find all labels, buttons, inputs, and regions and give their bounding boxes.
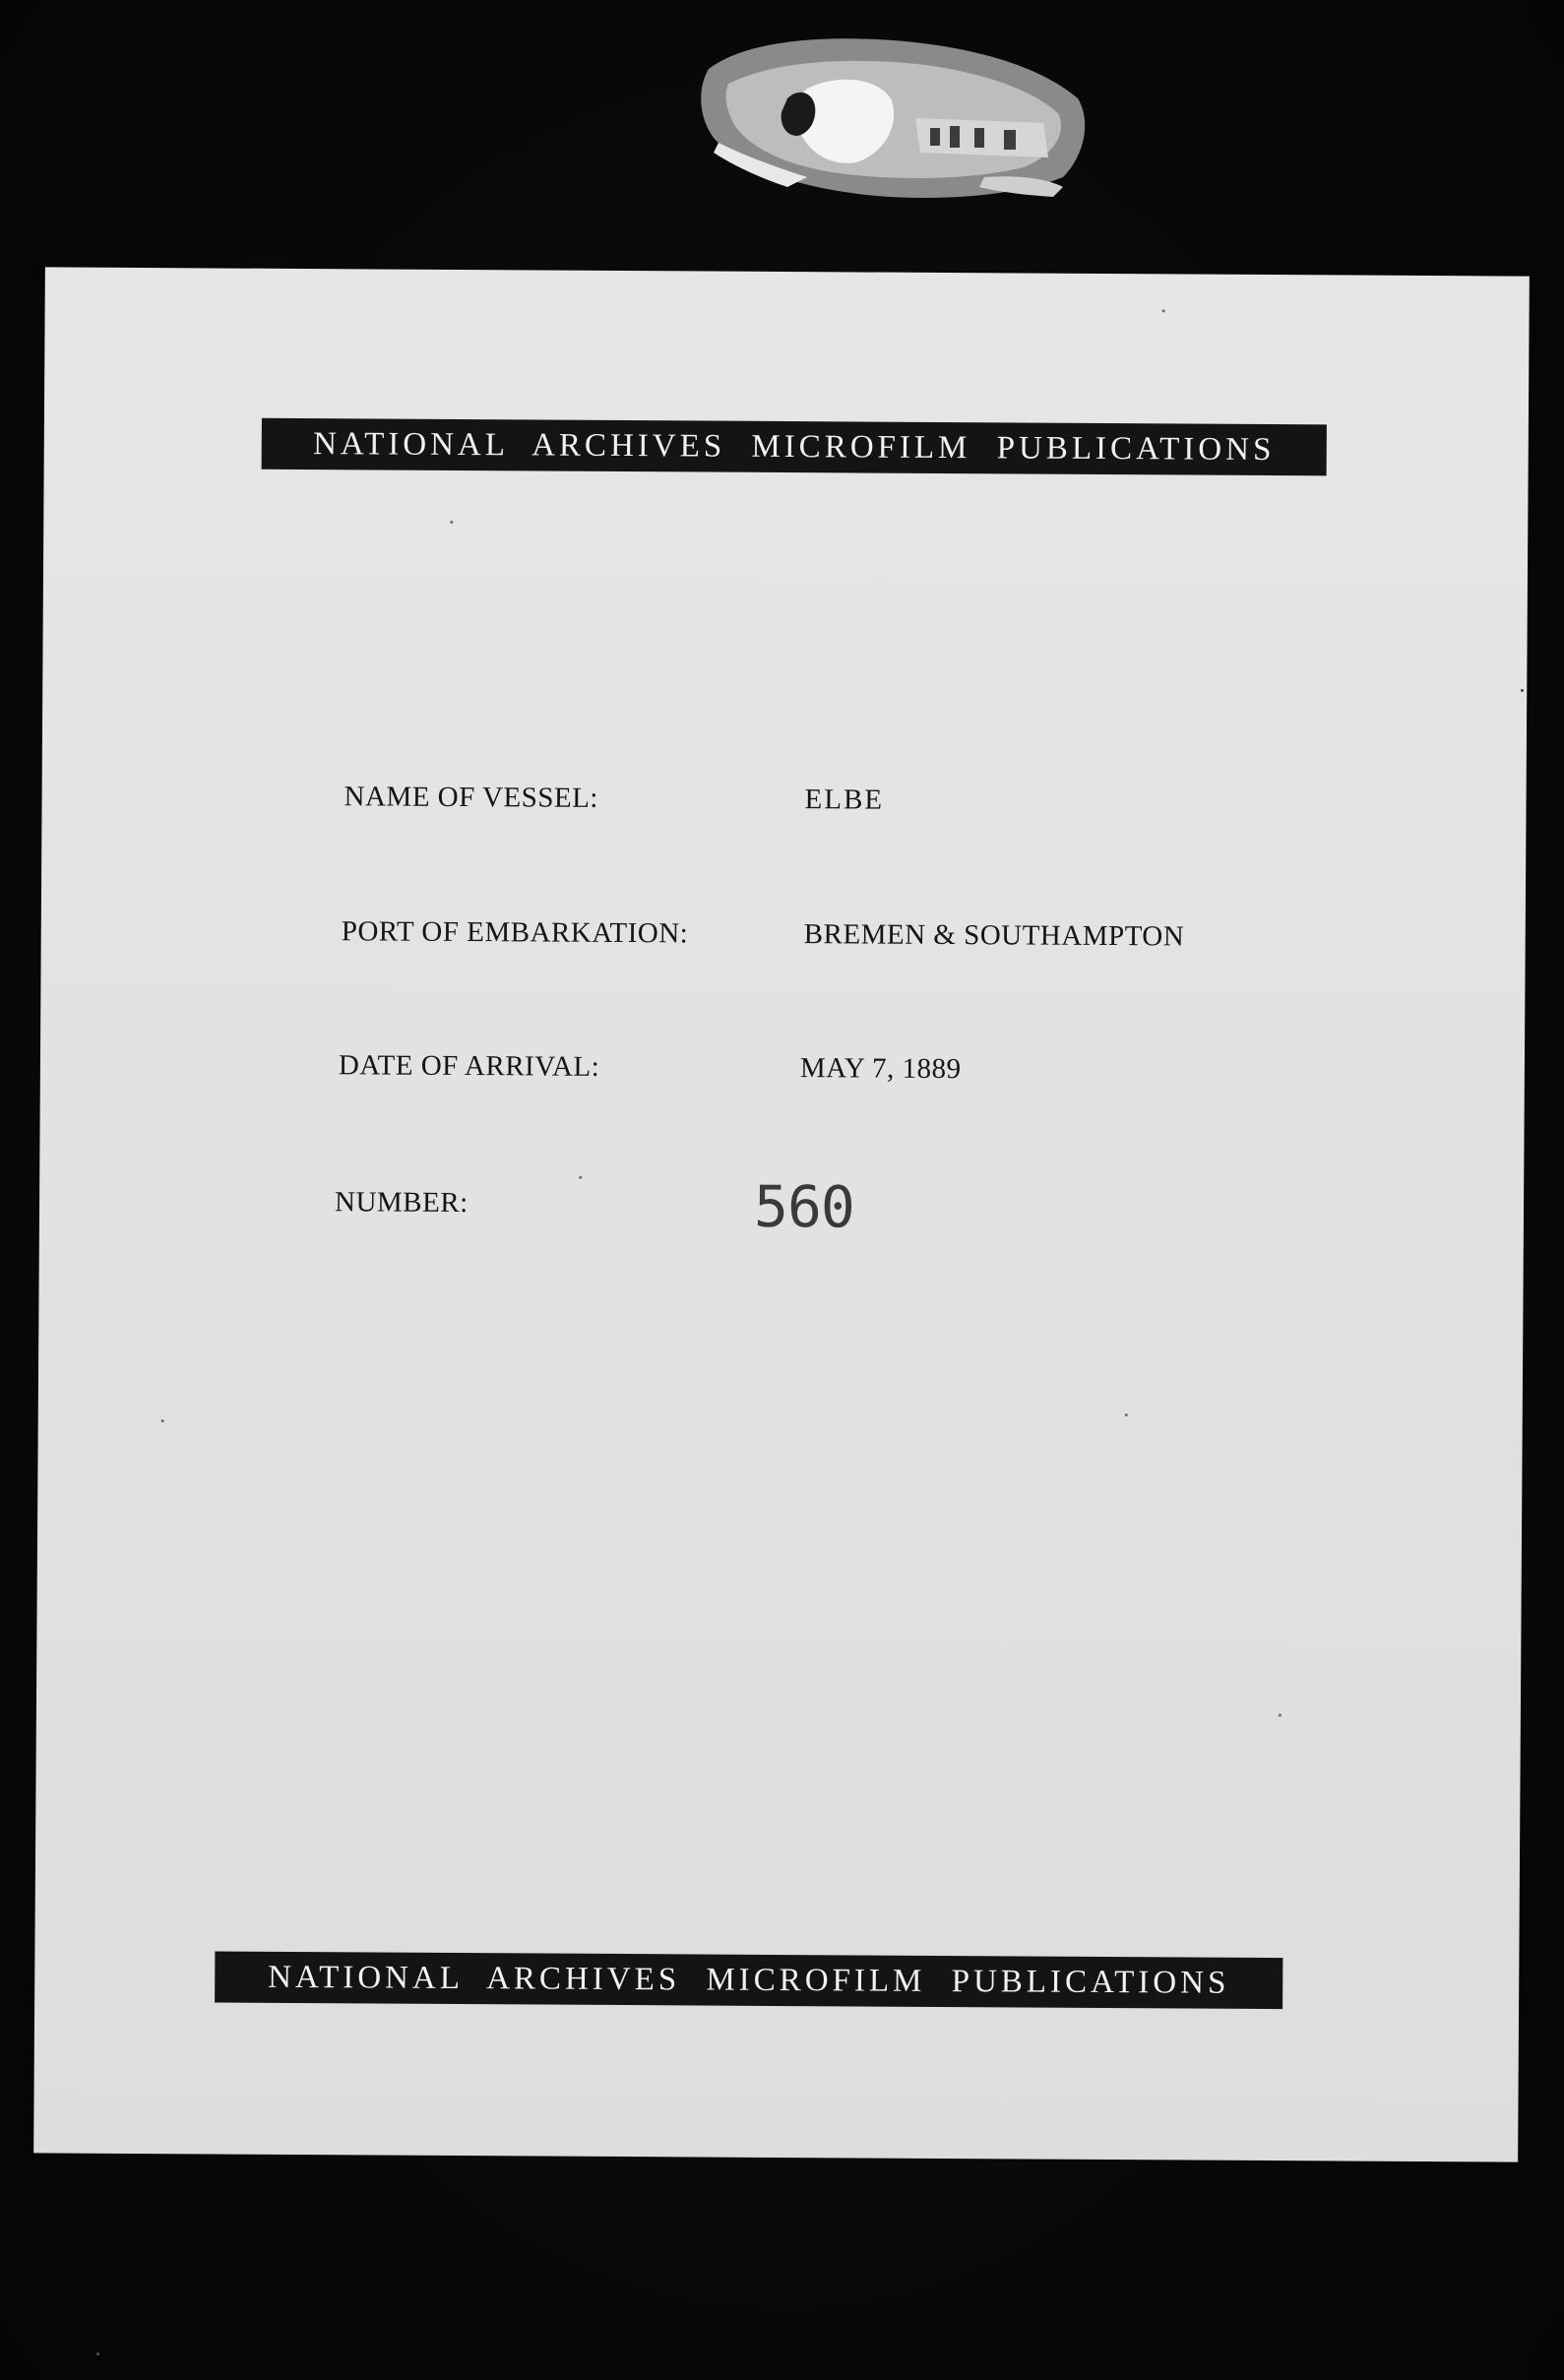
dust-speck xyxy=(1162,309,1165,312)
dust-speck xyxy=(1521,689,1524,692)
top-banner: NATIONAL ARCHIVES MICROFILM PUBLICATIONS xyxy=(262,418,1327,476)
date-of-arrival-label: DATE OF ARRIVAL: xyxy=(338,1049,600,1083)
dust-speck xyxy=(161,1419,164,1422)
port-of-embarkation-label: PORT OF EMBARKATION: xyxy=(341,915,689,950)
archive-title-card xyxy=(33,267,1530,2161)
date-of-arrival-value: MAY 7, 1889 xyxy=(799,1052,962,1086)
port-of-embarkation-value: BREMEN & SOUTHAMPTON xyxy=(803,918,1185,953)
number-value: 560 xyxy=(753,1172,855,1241)
dust-speck xyxy=(96,2352,99,2355)
vessel-name-label: NAME OF VESSEL: xyxy=(344,781,599,814)
bottom-banner: NATIONAL ARCHIVES MICROFILM PUBLICATIONS xyxy=(215,1951,1282,2009)
dust-speck xyxy=(579,1176,582,1179)
dust-speck xyxy=(450,521,453,524)
dust-speck xyxy=(1125,1413,1128,1416)
film-artifact-image xyxy=(689,30,1102,217)
vessel-name-value: ELBE xyxy=(804,783,885,816)
number-label: NUMBER: xyxy=(334,1186,469,1220)
dust-speck xyxy=(1279,1714,1282,1717)
